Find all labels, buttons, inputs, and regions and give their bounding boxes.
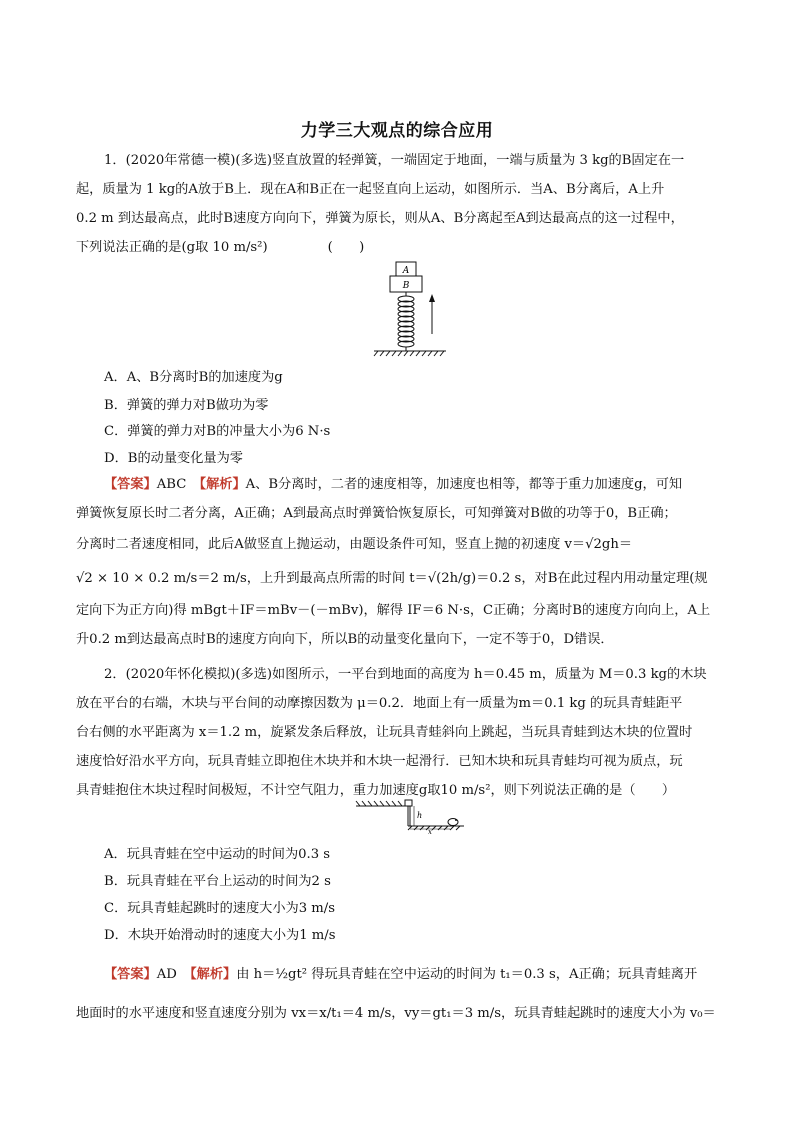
q1-analysis-line-5: 定向下为正方向)得 mBgt＋IF＝mBv－(－mBv)，解得 IF＝6 N·s，C正确；分离时B的速度方向向上，A上 — [76, 603, 711, 618]
question-2-stem — [76, 660, 716, 805]
question-1-line-3: 0.2 m 到达最高点，此时B速度方向向下，弹簧为原长，则从A、B分离起至A到达最高点的这一过程中， — [76, 211, 684, 226]
answer-value: ABC — [156, 477, 187, 492]
spring — [398, 292, 414, 351]
block-a-label: A — [402, 266, 410, 276]
analysis-tag-2: 【解析】 — [190, 967, 237, 982]
q2-option-b: B．玩具青蛙在平台上运动的时间为2 s — [104, 874, 331, 889]
q1-answer-line-1: 【答案】ABC 【解析】A、B分离时，二者的速度相等，加速度也相等，都等于重力加速度g，可知 — [104, 477, 683, 492]
q1-analysis-line-2: 弹簧恢复原长时二者分离，A正确；A到最高点时弹簧恰恢复原长，可知弹簧对B做的功等于0，B正确； — [76, 506, 677, 521]
q2-option-d: D．木块开始滑动时的速度大小为1 m/s — [104, 928, 336, 943]
distance-marker — [410, 828, 450, 834]
q2-option-c: C．玩具青蛙起跳时的速度大小为3 m/s — [104, 901, 336, 916]
q1-analysis-line-6: 升0.2 m到达最高点时B的速度方向向下，所以B的动量变化量向下，一定不等于0，D错误． — [76, 632, 614, 647]
question-2-line-1: 2．(2020年怀化模拟)(多选)如图所示，一平台到地面的高度为 h＝0.45 m，质量为 M＝0.3 kg的木块 — [104, 667, 707, 682]
q1-option-c: C．弹簧的弹力对B的冲量大小为6 N·s — [104, 424, 331, 439]
question-1-answer — [76, 470, 716, 654]
ground — [408, 826, 464, 830]
analysis-tag: 【解析】 — [199, 477, 246, 492]
wood-block — [405, 800, 412, 806]
question-2-line-2: 放在平台的右端，木块与平台间的动摩擦因数为 μ＝0.2．地面上有一质量为m＝0.1 kg 的玩具青蛙距平 — [76, 696, 683, 711]
q2-option-a: A．玩具青蛙在空中运动的时间为0.3 s — [104, 847, 331, 862]
question-2-line-5: 具青蛙抱住木块过程时间极短，不计空气阻力，重力加速度g取10 m/s²，则下列说法正确的是（ ） — [76, 783, 676, 798]
question-1-line-2: 起，质量为 1 kg的A放于B上．现在A和B正在一起竖直向上运动，如图所示．当A、B分离后，A上升 — [76, 182, 665, 197]
question-2-answer — [76, 958, 716, 1036]
frog-icon — [448, 819, 458, 826]
answer-bracket: ( ) — [327, 240, 365, 255]
height-label: h — [417, 811, 423, 820]
ground — [374, 351, 446, 356]
answer-tag-2: 【答案】 — [104, 967, 157, 982]
q1-option-a: A．A、B分离时B的加速度为g — [104, 370, 283, 385]
question-2-line-3: 台右侧的水平距离为 x＝1.2 m，旋紧发条后释放，让玩具青蛙斜向上跳起，当玩具青蛙到达木块的位置时 — [76, 725, 693, 740]
question-1-stem — [76, 146, 716, 262]
distance-label: x — [428, 828, 432, 834]
platform-frog-figure — [352, 794, 467, 834]
q1-option-b: B．弹簧的弹力对B做功为零 — [104, 398, 269, 413]
block-b-label: B — [402, 281, 410, 291]
answer-value-2: AD — [156, 967, 177, 982]
question-1-line-4: 下列说法正确的是(g取 10 m/s²) ( ) — [76, 233, 716, 262]
q1-analysis-line-4: √2 × 10 × 0.2 m/s＝2 m/s，上升到最高点所需的时间 t＝√(2h/g)＝0.2 s，对B在此过程内用动量定理(规 — [76, 571, 708, 586]
platform — [356, 801, 410, 826]
q2-answer-line-1: 【答案】AD 【解析】由 h＝½gt² 得玩具青蛙在空中运动的时间为 t₁＝0.3 s，A正确；玩具青蛙离开 — [104, 967, 698, 982]
q1-analysis-line-3: 分离时二者速度相同，此后A做竖直上抛运动，由题设条件可知，竖直上抛的初速度 v＝√2gh＝ — [76, 537, 633, 552]
q2-analysis-line-2: 地面时的水平速度和竖直速度分别为 vx＝x/t₁＝4 m/s，vy＝gt₁＝3 m/s，玩具青蛙起跳时的速度大小为 v₀＝ — [76, 1006, 716, 1021]
spring-blocks-figure — [370, 258, 450, 358]
height-marker — [414, 806, 422, 826]
question-1-line-1: 1．(2020年常德一模)(多选)竖直放置的轻弹簧，一端固定于地面，一端与质量为 3 kg的B固定在一 — [104, 153, 685, 168]
up-arrow — [429, 294, 435, 334]
q1-option-d: D．B的动量变化量为零 — [104, 451, 243, 466]
question-2-line-4: 速度恰好沿水平方向，玩具青蛙立即抱住木块并和木块一起滑行．已知木块和玩具青蛙均可视为质点，玩 — [76, 754, 683, 769]
page-title: 力学三大观点的综合应用 — [300, 121, 494, 141]
answer-tag: 【答案】 — [104, 477, 157, 492]
